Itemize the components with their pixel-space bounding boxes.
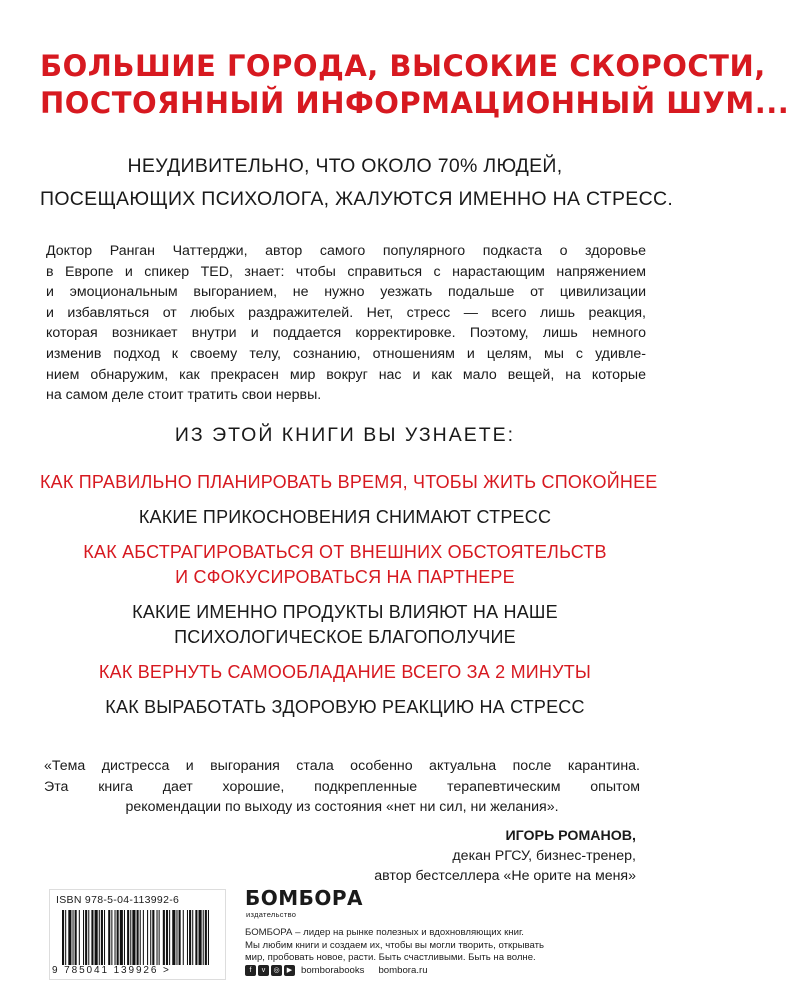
barcode-bar [130,910,131,965]
barcode-bar [99,910,100,965]
barcode-bar [205,910,207,965]
publisher-blurb [245,927,645,965]
publisher-social [245,965,428,976]
barcode-bar [203,910,204,965]
learn-item [40,695,650,720]
barcode-bar [104,910,105,965]
isbn-text: ISBN 978-5-04-113992-6 [56,894,180,906]
learn-item [40,540,650,590]
quote-signature [374,826,636,886]
barcode-bar [176,910,177,965]
barcode-bar [159,910,160,965]
barcode-bar [172,910,175,965]
quote-line: рекомендации по выходу из состояния «нет ни сил, ни желания». [125,799,559,816]
barcode-bar [65,910,66,965]
barcode-block [49,889,226,980]
barcode-bar [85,910,87,965]
barcode-bar [150,910,151,965]
headline [40,48,789,122]
learn-item [40,660,650,685]
learn-item [40,505,650,530]
social-handle[interactable]: bomborabooks [301,965,365,976]
headline-line: БОЛЬШИЕ ГОРОДА, ВЫСОКИЕ СКОРОСТИ, [40,49,766,83]
learn-item-text: И СФОКУСИРОВАТЬСЯ НА ПАРТНЕРЕ [175,567,515,587]
youtube-icon: ▶ [284,965,295,976]
learn-item [40,470,658,495]
learn-item [40,600,650,650]
barcode-bar [68,910,71,965]
intro-line: в Европе и спикер TED, знает: чтобы справиться с нарастающим напряжением [46,263,646,280]
intro-line: на самом деле стоит тратить свои нервы. [46,387,322,404]
publisher-logo-subtitle: издательство [246,910,297,919]
learn-item-text: КАКИЕ ПРИКОСНОВЕНИЯ СНИМАЮТ СТРЕСС [138,507,552,527]
intro-line: изменив подход к своему телу, сознанию, отношениям и целям, мы с удивле- [46,345,646,362]
headline-line: ПОСТОЯННЫЙ ИНФОРМАЦИОННЫЙ ШУМ... [40,86,789,120]
barcode-digits: 9 785041 139926 > [52,965,171,976]
subheadline [40,150,674,216]
barcode-bar [62,910,64,965]
barcode-bar [137,910,139,965]
vk-icon: v [258,965,269,976]
barcode-bar [111,910,112,965]
barcode-bar [132,910,135,965]
barcode-bar [166,910,168,965]
barcode-bar [157,910,158,965]
testimonial-quote [44,756,640,818]
barcode-bar [124,910,125,965]
learn-item-text: КАК ВЫРАБОТАТЬ ЗДОРОВУЮ РЕАКЦИЮ НА СТРЕСС [105,697,585,717]
barcode-bar [108,910,110,965]
intro-line: и эмоциональным выгоранием, не нужно уезжать подальше от цивилизации [46,284,646,301]
signature-role: автор бестселлера «Не орите на меня» [374,868,636,884]
publisher-logo: БОМБОРА [245,886,364,910]
barcode-bar [120,910,123,965]
barcode-bar [192,910,193,965]
publisher-line: Мы любим книги и создаем их, чтобы вы могли творить, открывать [245,939,544,951]
barcode-bar [189,910,191,965]
learn-item-text: КАК АБСТРАГИРОВАТЬСЯ ОТ ВНЕШНИХ ОБСТОЯТЕЛЬСТВ [83,542,607,562]
barcode-bar [199,910,202,965]
barcode-bar [75,910,77,965]
barcode-bar [101,910,103,965]
barcode-bar [152,910,154,965]
barcode-bar [183,910,184,965]
barcode-bar [91,910,93,965]
barcode-bar [147,910,148,965]
barcode-bar [127,910,129,965]
website-link[interactable]: bombora.ru [378,965,428,976]
learn-section-title: ИЗ ЭТОЙ КНИГИ ВЫ УЗНАЕТЕ: [174,424,516,446]
learn-item-text: ПСИХОЛОГИЧЕСКОЕ БЛАГОПОЛУЧИЕ [174,627,516,647]
barcode-bar [83,910,84,965]
quote-line: Эта книга дает хорошие, подкрепленные терапевтическим опытом [44,778,640,795]
intro-line: и избавляться от любых раздражителей. Нет, стресс — всего лишь реакция, [46,304,646,321]
facebook-icon: f [245,965,256,976]
publisher-line: БОМБОРА – лидер на рынке полезных и вдохновляющих книг. [245,927,524,938]
subheadline-line: НЕУДИВИТЕЛЬНО, ЧТО ОКОЛО 70% ЛЮДЕЙ, [127,155,563,177]
barcode-bar [163,910,165,965]
barcode-bar [140,910,141,965]
learn-list [40,470,658,720]
barcode-bar [88,910,89,965]
learn-item-text: КАК ВЕРНУТЬ САМООБЛАДАНИЕ ВСЕГО ЗА 2 МИНУТЫ [98,662,592,682]
intro-line: которая возникает внутри и поддается корректировке. Поэтому, лишь немного [46,325,646,342]
barcode-bar [79,910,80,965]
learn-item-text: КАКИЕ ИМЕННО ПРОДУКТЫ ВЛИЯЮТ НА НАШЕ [132,602,558,622]
barcode-bar [117,910,119,965]
barcode-bar [208,910,209,965]
intro-line: нием обнаружим, как прекрасен мир вокруг нас и как мало вещей, на которые [46,366,646,383]
instagram-icon: ◎ [271,965,282,976]
subheadline-line: ПОСЕЩАЮЩИХ ПСИХОЛОГА, ЖАЛУЮТСЯ ИМЕННО НА СТРЕСС. [40,188,674,210]
barcode-bar [169,910,170,965]
quote-line: «Тема дистресса и выгорания стала особенно актуальна после карантина. [44,758,640,774]
barcode-bar [95,910,98,965]
learn-item-text: КАК ПРАВИЛЬНО ПЛАНИРОВАТЬ ВРЕМЯ, ЧТОБЫ ЖИТЬ СПОКОЙНЕЕ [40,472,658,492]
barcode-bar [187,910,188,965]
barcode-bar [195,910,197,965]
signature-name: ИГОРЬ РОМАНОВ, [505,828,636,844]
barcode-image [62,910,212,965]
barcode-bar [179,910,181,965]
intro-paragraph [46,241,646,406]
signature-role: декан РГСУ, бизнес-тренер, [452,848,636,864]
publisher-line: мир, пробовать новое, расти. Быть счастливыми. Быть на волне. [245,952,536,963]
intro-line: Доктор Ранган Чаттерджи, автор самого популярного подкаста о здоровье [46,243,646,259]
barcode-bar [73,910,74,965]
barcode-bar [115,910,116,965]
barcode-bar [143,910,144,965]
